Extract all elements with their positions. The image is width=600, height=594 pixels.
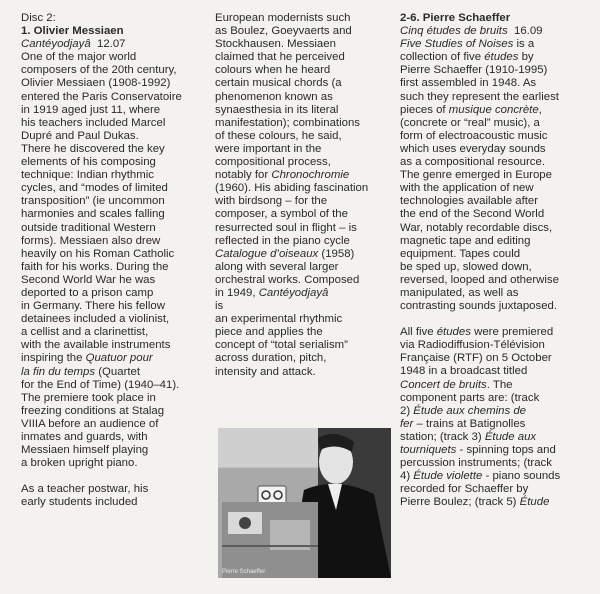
text-line: elements of his composing [21,156,156,169]
text-line: as Boulez, Goeyvaerts and [215,25,352,38]
text-line: composers of the 20th century, [21,64,177,77]
work-title-line [21,38,207,51]
text-line: the end of the Second World [400,208,545,221]
text-line: in 1949, Cantéyodjayâ [215,286,329,299]
text-line: colours when he heard [215,64,331,77]
text-line: be sped up, slowed down, [400,260,532,273]
text-line: Second World War he was [21,273,156,286]
text-line: equipment. Tapes could [400,247,521,260]
text-line: component parts are: (track [400,391,540,404]
text-line: manifestation); combinations [215,116,360,129]
composer-name: Pierre Schaeffer [422,12,511,24]
text-line: with birdsong – for the [215,195,328,208]
text-line: magnetic tape and editing [400,234,531,247]
work-title: Cantéyodjayâ [21,38,91,51]
text-line: an experimental rhythmic [215,313,343,326]
catalogue-title: Catalogue d’oiseaux [215,247,319,260]
text-line: 4) Étude violette - piano sounds [400,470,561,483]
text-line: tourniquets - spinning tops and [400,444,556,456]
text-line: such they represent the earliest [400,90,559,103]
text-line: Dupré and Paul Dukas. [21,129,139,142]
text-line: recorded for Schaeffer by [400,483,529,496]
text-line: cycles, and “modes of limited [21,182,168,195]
text-line: in Germany. There his fellow [21,300,165,313]
text-line: for the End of Time) (1940–41). [21,378,180,391]
text-line: compositional process, [215,156,331,169]
text-line: Olivier Messiaen (1908-1992) [21,77,171,90]
text-line: The premiere took place in [21,391,156,404]
text-line: fer – trains at Batignolles [400,417,526,430]
text-line: form of electroacoustic music [400,129,548,142]
text-line: in 1919 aged just 11, where [21,103,161,116]
text-line: As a teacher postwar, his [21,483,149,496]
text-line: 2) Étude aux chemins de [400,404,527,417]
column-schaeffer [400,12,590,509]
text-line: along with several larger [215,260,339,273]
text-line: One of the major world [21,51,137,64]
text-line: inmates and guards, with [21,431,148,443]
text-line: pieces of musique concrète, [400,103,542,116]
text-line: entered the Paris Conservatoire [21,90,182,103]
text-line: outside traditional Western [21,221,156,234]
text-line: a broken upright piano. [21,457,138,470]
text-line: transposition” (ie uncommon [21,195,165,208]
composer-name: Olivier Messiaen [33,25,124,38]
photo-image [218,428,391,578]
text-line: (1960). His abiding fascination [215,182,369,195]
text-line: orchestral works. Composed [215,273,360,286]
chronochromie-title: Chronochromie [271,169,350,182]
text-line: early students included [21,496,138,509]
text-line: claimed that he perceived [215,51,345,64]
text-line: percussion instruments; (track [400,457,552,470]
text-line: Stockhausen. Messiaen [215,38,336,51]
text-line: European modernists such [215,12,351,24]
text-line: The genre emerged in Europe [400,169,552,182]
text-line: Messiaen himself playing [21,444,149,457]
column-messiaen [21,12,207,509]
text-line: freezing conditions at Stalag [21,404,165,417]
text-line: Catalogue d’oiseaux (1958) [215,247,355,260]
text-line: (concrete or “real” music), a [400,116,540,129]
text-line: reflected in the piano cycle [215,234,350,247]
text-line: certain musical chords (a [215,77,342,90]
text-line: collection of five études by [400,51,534,64]
disc-label: Disc 2: [21,12,56,24]
text-line: contrasting sounds juxtaposed. [400,300,558,313]
text-line: deported to a prison camp [21,286,154,299]
text-line: There he discovered the key [21,142,165,155]
work-title-line [400,25,590,38]
track-heading-schaeffer: 2-6. Pierre Schaeffer [400,12,511,24]
text-line: were important in the [215,142,322,155]
text-line: forms). Messiaen also drew [21,234,161,247]
photo-caption: Pierre Schaeffer [222,569,266,575]
text-line: synaesthesia in its literal [215,103,339,116]
text-line: with the application of new [400,182,534,195]
text-line: Française (RTF) on 5 October [400,352,552,365]
text-line: piece and applies the [215,326,323,339]
work-duration: 12.07 [97,38,126,51]
text-line: manipulated, as well as [400,286,519,299]
text-line: concept of “total serialism” [215,339,348,352]
schaeffer-photo [218,428,391,578]
text-line: via Radiodiffusion-Télévision [400,339,545,352]
text-line: resurrected soul in flight – is [215,221,357,234]
text-line: which uses everyday sounds [400,142,546,155]
musique-concrete: musique concrète [448,103,539,116]
canteyodjaya-title: Cantéyodjayâ [258,286,329,299]
text-line: All five études were premiered [400,326,554,339]
work-duration: 16.09 [514,25,543,38]
text-line: la fin du temps (Quartet [21,365,141,378]
text-line: Pierre Boulez; (track 5) Étude [400,496,550,509]
text-line: heavily on his Roman Catholic [21,247,175,260]
text-line: across duration, pitch, [215,352,327,365]
text-line: as a compositional resource. [400,156,545,169]
text-line: Pierre Schaeffer (1910-1995) [400,64,548,77]
quatuor-title-cont: la fin du temps [21,365,96,378]
text-line: a cellist and a clarinettist, [21,326,149,339]
text-line: his teachers included Marcel [21,116,166,129]
text-line: harmonies and scales falling [21,208,165,221]
text-line: Five Studies of Noises is a [400,38,535,51]
text-line: first assembled in 1948. As [400,77,537,90]
text-line: reversed, looped and otherwise [400,273,559,286]
work-title: Cinq études de bruits [400,25,508,38]
text-line: Concert de bruits. The [400,378,513,391]
text-line: War, notably recordable discs, [400,221,553,234]
text-line: with the available instruments [21,339,171,352]
text-line: inspiring the Quatuor pour [21,352,153,365]
text-line: technologies available after [400,195,539,208]
track-heading-messiaen: 1. Olivier Messiaen [21,25,124,38]
concert-title: Concert de bruits [400,378,487,391]
text-line: VIIIA before an audience of [21,417,159,430]
subtitle: Five Studies of Noises [400,38,514,51]
text-line: station; (track 3) Étude aux [400,430,537,443]
text-line: phenomenon known as [215,90,333,103]
text-line: 1948 in a broadcast titled [400,365,528,378]
text-line: composer, a symbol of the [215,208,348,221]
text-line: detainees included a violinist, [21,313,170,326]
text-line: is [215,300,224,313]
text-line: notably for Chronochromie [215,169,350,182]
column-messiaen-cont [215,12,401,379]
quatuor-title: Quatuor pour [85,352,153,365]
text-line: technique: Indian rhythmic [21,169,154,182]
text-line: faith for his works. During the [21,260,169,273]
text-line: intensity and attack. [215,365,316,378]
text-line: of these colours, he said, [215,129,342,142]
